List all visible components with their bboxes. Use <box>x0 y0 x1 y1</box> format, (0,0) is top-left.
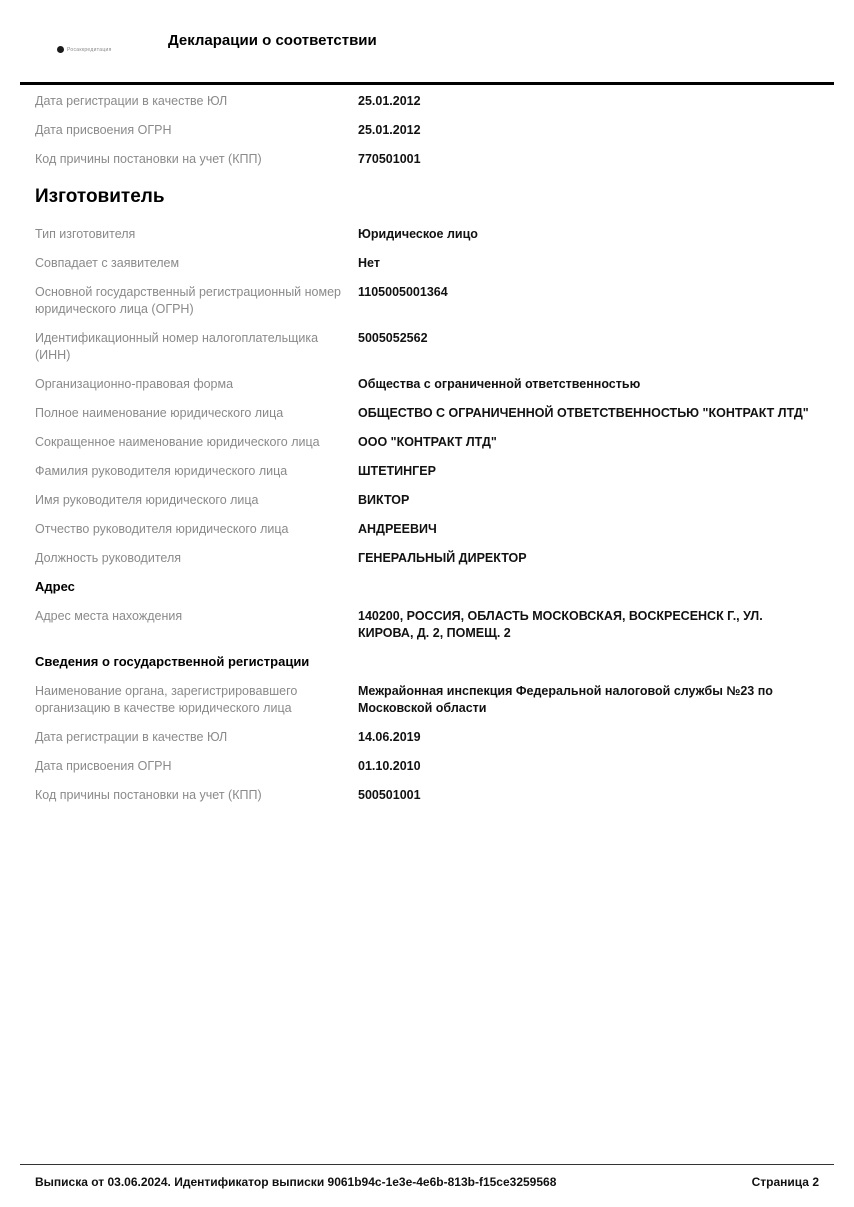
field-label: Основной государственный регистрационный номер юридического лица (ОГРН) <box>35 285 341 316</box>
field-label: Дата присвоения ОГРН <box>35 759 172 773</box>
document-header <box>20 0 834 85</box>
subsection-heading-address: Адрес <box>35 579 75 594</box>
field-row <box>35 787 819 804</box>
field-label: Полное наименование юридического лица <box>35 406 284 420</box>
field-label: Дата присвоения ОГРН <box>35 123 172 137</box>
field-value: 14.06.2019 <box>358 730 421 744</box>
field-row <box>35 284 819 318</box>
field-value: Межрайонная инспекция Федеральной налоговой службы №23 по Московской области <box>358 684 773 715</box>
field-label: Код причины постановки на учет (КПП) <box>35 152 262 166</box>
logo-label: Росаккредитация <box>67 46 112 53</box>
field-row <box>35 376 819 393</box>
field-row <box>35 93 819 110</box>
field-label: Сокращенное наименование юридического лица <box>35 435 320 449</box>
field-value: ШТЕТИНГЕР <box>358 464 436 478</box>
extract-identifier: Выписка от 03.06.2024. Идентификатор выписки 9061b94c-1e3e-4e6b-813b-f15ce3259568 <box>35 1175 557 1189</box>
field-value: АНДРЕЕВИЧ <box>358 522 437 536</box>
field-row <box>35 405 819 422</box>
field-label: Тип изготовителя <box>35 227 136 241</box>
field-label: Отчество руководителя юридического лица <box>35 522 289 536</box>
field-row <box>35 550 819 567</box>
field-value: Юридическое лицо <box>358 227 478 241</box>
field-row <box>35 521 819 538</box>
field-value: ООО "КОНТРАКТ ЛТД" <box>358 435 497 449</box>
field-value: Общества с ограниченной ответственностью <box>358 377 641 391</box>
field-value: 770501001 <box>358 152 421 166</box>
field-value: Нет <box>358 256 380 270</box>
field-label: Дата регистрации в качестве ЮЛ <box>35 94 228 108</box>
field-label: Организационно-правовая форма <box>35 377 234 391</box>
field-row <box>35 122 819 139</box>
field-row <box>35 463 819 480</box>
field-row <box>35 758 819 775</box>
field-value: ГЕНЕРАЛЬНЫЙ ДИРЕКТОР <box>358 551 527 565</box>
field-value: 500501001 <box>358 788 421 802</box>
section-heading-manufacturer: Изготовитель <box>35 186 165 207</box>
field-label: Идентификационный номер налогоплательщика (ИНН) <box>35 331 319 362</box>
field-value: 25.01.2012 <box>358 123 421 137</box>
field-row <box>35 255 819 272</box>
field-label: Наименование органа, зарегистрировавшего организацию в качестве юридического лица <box>35 684 298 715</box>
field-row <box>35 330 819 364</box>
field-value: ОБЩЕСТВО С ОГРАНИЧЕННОЙ ОТВЕТСТВЕННОСТЬЮ "КОНТРАКТ ЛТД" <box>358 406 809 420</box>
field-row <box>35 434 819 451</box>
field-value: 140200, РОССИЯ, ОБЛАСТЬ МОСКОВСКАЯ, ВОСКРЕСЕНСК Г., УЛ. КИРОВА, Д. 2, ПОМЕЩ. 2 <box>358 609 763 640</box>
field-row <box>35 683 819 717</box>
page-title: Декларации о соответствии <box>168 32 377 49</box>
field-row <box>35 608 819 642</box>
field-label: Код причины постановки на учет (КПП) <box>35 788 262 802</box>
field-value: ВИКТОР <box>358 493 410 507</box>
field-value: 1105005001364 <box>358 285 448 299</box>
page-number: Страница 2 <box>751 1175 819 1189</box>
field-label: Имя руководителя юридического лица <box>35 493 259 507</box>
field-label: Дата регистрации в качестве ЮЛ <box>35 730 228 744</box>
field-label: Совпадает с заявителем <box>35 256 180 270</box>
field-row <box>35 151 819 168</box>
field-value: 5005052562 <box>358 331 428 345</box>
subsection-heading-registration: Сведения о государственной регистрации <box>35 654 310 669</box>
field-row <box>35 729 819 746</box>
document-body <box>20 85 834 804</box>
logo-dot-icon <box>57 46 64 53</box>
field-value: 01.10.2010 <box>358 759 421 773</box>
field-label: Фамилия руководителя юридического лица <box>35 464 288 478</box>
field-label: Должность руководителя <box>35 551 182 565</box>
field-row <box>35 492 819 509</box>
field-row <box>35 226 819 243</box>
document-footer <box>20 1164 834 1189</box>
field-value: 25.01.2012 <box>358 94 421 108</box>
field-label: Адрес места нахождения <box>35 609 183 623</box>
rosaccreditation-logo <box>57 46 112 53</box>
